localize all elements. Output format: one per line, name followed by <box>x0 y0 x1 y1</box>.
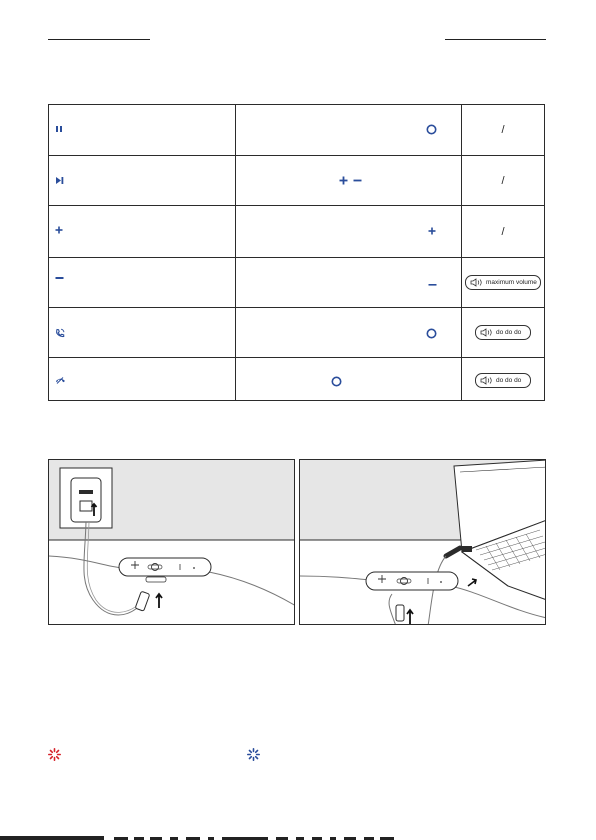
tone-text: do do do <box>496 329 522 336</box>
charging-illustration-wall <box>48 459 295 625</box>
minus-icon <box>55 275 64 281</box>
controls-table <box>48 104 545 401</box>
tone-pill <box>475 325 531 340</box>
tone-pill <box>475 373 531 388</box>
header-rule-left <box>48 39 150 40</box>
end-call-icon <box>55 376 66 384</box>
feedback-cell <box>462 358 544 402</box>
tone-text: do do do <box>496 376 522 384</box>
plus-icon <box>428 227 436 235</box>
ring-button-icon <box>331 376 342 387</box>
minus-icon <box>428 283 437 287</box>
voice-prompt-text: maximum volume <box>486 279 537 286</box>
speaker-icon <box>480 376 493 385</box>
plus-icon <box>55 226 63 234</box>
table-row <box>49 307 544 357</box>
table-row <box>49 105 544 155</box>
voice-prompt-pill <box>465 275 541 290</box>
feedback-cell <box>462 105 544 155</box>
minus-icon <box>353 176 362 185</box>
sparkle-icon-red <box>48 748 61 761</box>
charging-illustration-laptop <box>299 459 546 625</box>
speaker-icon <box>470 278 483 287</box>
table-row <box>49 205 544 257</box>
ring-button-icon <box>426 124 437 135</box>
feedback-cell <box>462 258 544 307</box>
feedback-none: / <box>501 225 505 238</box>
feedback-cell <box>462 308 544 357</box>
feedback-cell <box>462 156 544 205</box>
table-row <box>49 257 544 307</box>
plus-icon <box>339 176 348 185</box>
next-track-icon <box>55 176 64 185</box>
play-pause-icon <box>55 125 63 133</box>
footer-clipped-text <box>0 834 596 840</box>
table-row <box>49 155 544 205</box>
feedback-none: / <box>501 124 505 136</box>
speaker-icon <box>480 328 493 337</box>
header-rule-right <box>445 39 546 40</box>
feedback-none: / <box>501 174 505 187</box>
feedback-cell <box>462 206 544 257</box>
sparkle-icon-blue <box>247 748 260 761</box>
ring-button-icon <box>426 328 437 339</box>
table-row <box>49 357 544 402</box>
answer-call-icon <box>55 328 65 338</box>
